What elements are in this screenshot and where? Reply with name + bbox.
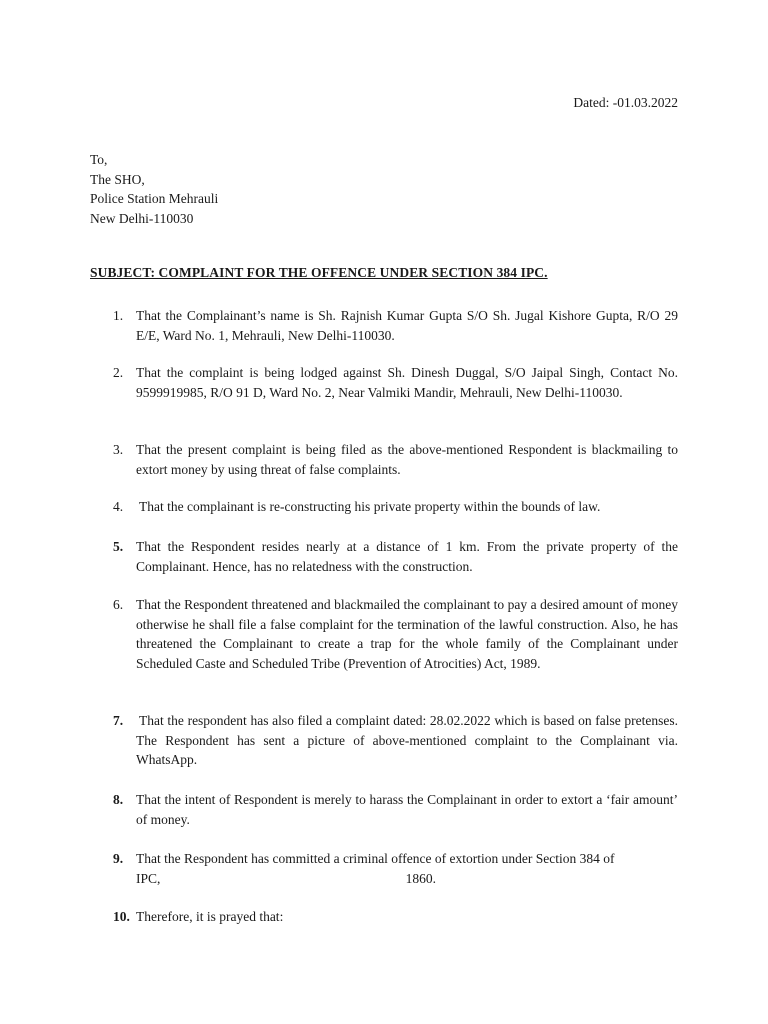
item-number: 8. bbox=[113, 792, 124, 807]
address-line-2: Police Station Mehrauli bbox=[90, 191, 219, 206]
list-item-4 bbox=[113, 497, 678, 517]
recipient-address bbox=[90, 150, 218, 228]
item-number: 6. bbox=[113, 597, 124, 612]
list-item-2 bbox=[113, 363, 678, 402]
item-text-ipc: IPC, bbox=[136, 870, 161, 886]
item-text: That the complainant is re-constructing his private property within the bounds of law. bbox=[139, 499, 601, 514]
item-text-continuation bbox=[136, 869, 436, 889]
item-text: That the intent of Respondent is merely to harass the Complainant in order to extort a ‘fair amount’ of money. bbox=[136, 792, 678, 827]
item-text: That the present complaint is being filed as the above-mentioned Respondent is blackmailing to extort money by using threat of false complaints. bbox=[136, 442, 678, 477]
item-number: 7. bbox=[113, 713, 124, 728]
item-number: 10. bbox=[113, 909, 130, 924]
item-number: 4. bbox=[113, 499, 124, 514]
item-number: 5. bbox=[113, 539, 124, 554]
item-text: That the Respondent resides nearly at a distance of 1 km. From the private property of the Complainant. Hence, has no relatedness with the construction. bbox=[136, 539, 678, 574]
item-text: That the Respondent threatened and blackmailed the complainant to pay a desired amount of money otherwise he shall file a false complaint for the termination of the lawful construction. Also, he has threatened the Complainant to create a trap for the whole family of the Complainant under Scheduled Caste and Scheduled Tribe (Prevention of Atrocities) Act, 1989. bbox=[136, 597, 678, 671]
list-item-8 bbox=[113, 790, 678, 829]
item-number: 3. bbox=[113, 442, 124, 457]
item-text: That the complaint is being lodged against Sh. Dinesh Duggal, S/O Jaipal Singh, Contact No. 9599919985, R/O 91 D, Ward No. 2, Near Valmiki Mandir, Mehrauli, New Delhi-110030. bbox=[136, 365, 678, 400]
item-text: That the Complainant’s name is Sh. Rajnish Kumar Gupta S/O Sh. Jugal Kishore Gupta, R/O 29 E/E, Ward No. 1, Mehrauli, New Delhi-110030. bbox=[136, 308, 678, 343]
item-text-year: 1860. bbox=[405, 870, 436, 886]
item-number: 9. bbox=[113, 851, 124, 866]
item-text: Therefore, it is prayed that: bbox=[136, 909, 284, 924]
list-item-5 bbox=[113, 537, 678, 576]
list-item-1 bbox=[113, 306, 678, 345]
list-item-3 bbox=[113, 440, 678, 479]
address-to: To, bbox=[90, 152, 108, 167]
date-line: Dated: -01.03.2022 bbox=[573, 95, 678, 110]
address-line-3: New Delhi-110030 bbox=[90, 210, 194, 226]
list-item-7 bbox=[113, 711, 678, 770]
list-item-10 bbox=[113, 907, 678, 927]
list-item-9 bbox=[113, 849, 678, 888]
list-item-6 bbox=[113, 595, 678, 673]
item-number: 2. bbox=[113, 365, 124, 380]
item-number: 1. bbox=[113, 308, 124, 323]
item-text-block bbox=[136, 849, 678, 888]
item-text: That the respondent has also filed a complaint dated: 28.02.2022 which is based on false pretenses. The Respondent has sent a picture of above-mentioned complaint to the Complainant via. WhatsApp. bbox=[136, 713, 678, 767]
subject-heading: SUBJECT: COMPLAINT FOR THE OFFENCE UNDER SECTION 384 IPC. bbox=[90, 265, 548, 280]
address-line-1: The SHO, bbox=[90, 171, 145, 187]
item-text: That the Respondent has committed a criminal offence of extortion under Section 384 of bbox=[136, 851, 615, 866]
